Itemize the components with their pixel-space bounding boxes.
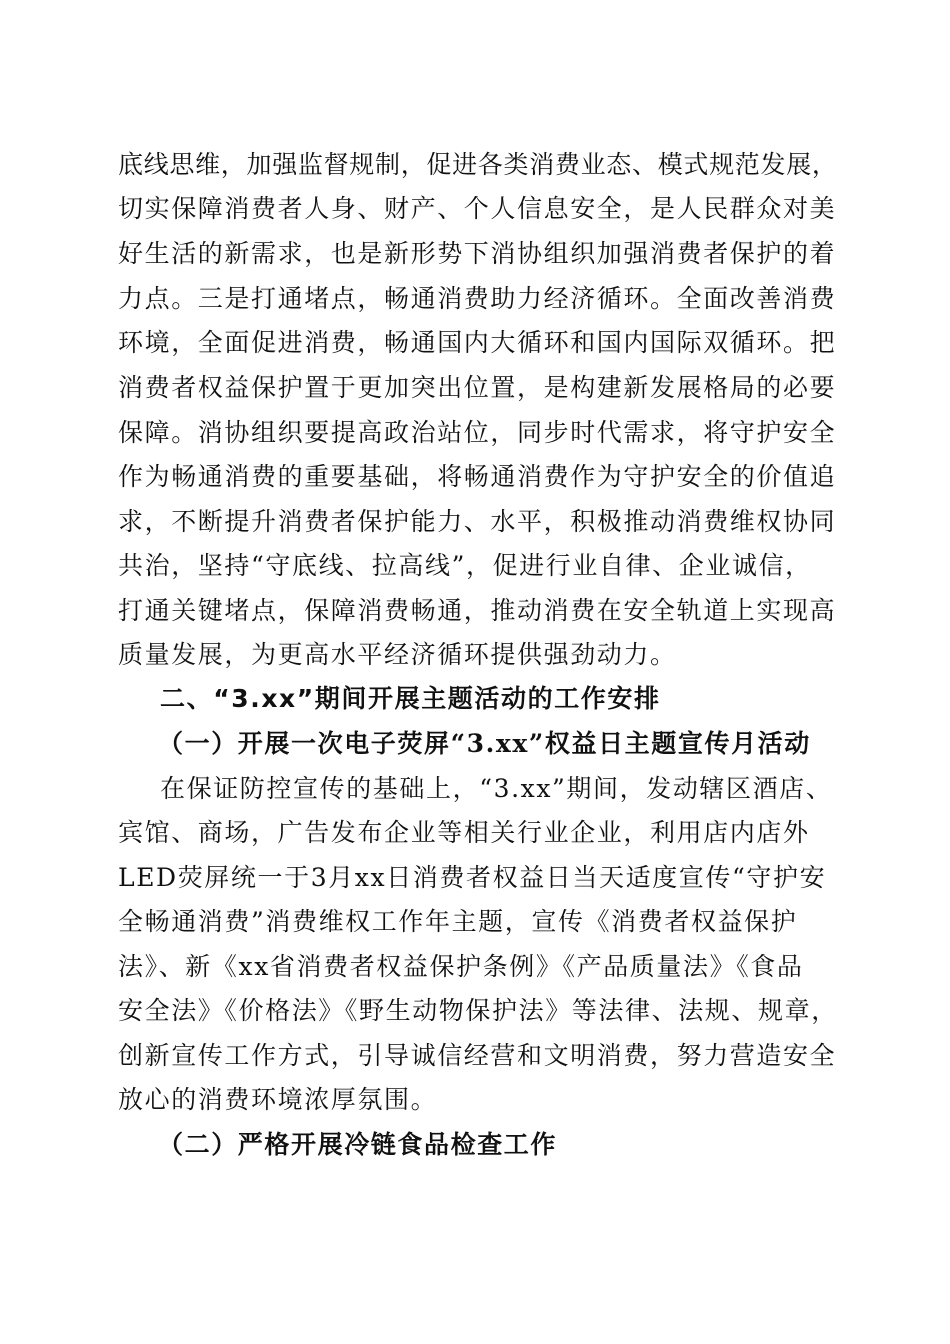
- paragraph-line: 好生活的新需求，也是新形势下消协组织加强消费者保护的着: [118, 239, 837, 268]
- paragraph-line: 作为畅通消费的重要基础，将畅通消费作为守护安全的价值追: [118, 462, 837, 491]
- paragraph-line: 底线思维，加强监督规制，促进各类消费业态、模式规范发展，: [118, 150, 838, 179]
- paragraph-line: 打通关键堵点，保障消费畅通，推动消费在安全轨道上实现高: [118, 596, 837, 625]
- paragraph-line: 在保证防控宣传的基础上，“3.xx”期间，发动辖区酒店、: [160, 774, 833, 803]
- paragraph-line: 创新宣传工作方式，引导诚信经营和文明消费，努力营造安全: [118, 1041, 837, 1070]
- paragraph-line: 全畅通消费”消费维权工作年主题，宣传《消费者权益保护: [118, 907, 798, 936]
- paragraph-line: 消费者权益保护置于更加突出位置，是构建新发展格局的必要: [118, 373, 837, 402]
- paragraph-line: 质量发展，为更高水平经济循环提供强劲动力。: [118, 640, 677, 669]
- paragraph-line: 宾馆、商场，广告发布企业等相关行业企业，利用店内店外: [118, 818, 810, 847]
- paragraph-line: LED荧屏统一于3月xx日消费者权益日当天适度宣传“守护安: [118, 863, 827, 892]
- paragraph-line: 共治，坚持“守底线、拉高线”，促进行业自律、企业诚信，: [118, 551, 812, 580]
- paragraph-line: 保障。消协组织要提高政治站位，同步时代需求，将守护安全: [118, 418, 837, 447]
- subsection-heading: （二）严格开展冷链食品检查工作: [158, 1130, 558, 1159]
- paragraph-line: 安全法》《价格法》《野生动物保护法》等法律、法规、规章，: [118, 996, 838, 1025]
- paragraph-line: 力点。三是打通堵点，畅通消费助力经济循环。全面改善消费: [118, 284, 837, 313]
- section-heading: 二、“3.xx”期间开展主题活动的工作安排: [160, 684, 661, 713]
- paragraph-line: 求，不断提升消费者保护能力、水平，积极推动消费维权协同: [118, 507, 837, 536]
- paragraph-line: 放心的消费环境浓厚氛围。: [118, 1085, 438, 1114]
- paragraph-line: 切实保障消费者人身、财产、个人信息安全，是人民群众对美: [118, 194, 837, 223]
- paragraph-line: 法》、新《xx省消费者权益保护条例》《产品质量法》《食品: [118, 952, 804, 981]
- paragraph-line: 环境，全面促进消费，畅通国内大循环和国内国际双循环。把: [118, 328, 837, 357]
- subsection-heading: （一）开展一次电子荧屏“3.xx”权益日主题宣传月活动: [158, 729, 811, 758]
